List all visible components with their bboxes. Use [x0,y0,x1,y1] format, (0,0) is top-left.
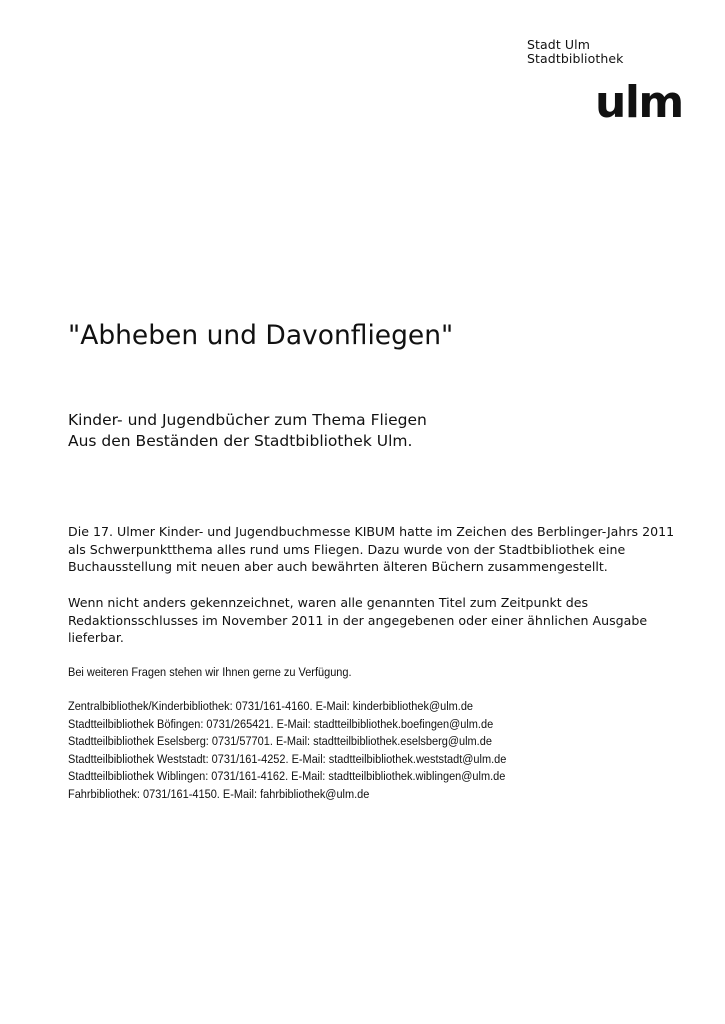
intro-line: als Schwerpunktthema alles rund ums Fliegen. Dazu wurde von der Stadtbibliothek eine [68,541,626,557]
logo-line-stadtbibliothek: Stadtbibliothek [527,51,624,66]
contact-line-weststadt: Stadtteilbibliothek Weststadt: 0731/161-4252. E-Mail: stadtteilbibliothek.weststadt@ulm.de [68,751,507,766]
intro-line: Buchausstellung mit neuen aber auch bewährten älteren Büchern zusammengestellt. [68,559,608,574]
contact-line-eselsberg: Stadtteilbibliothek Eselsberg: 0731/57701. E-Mail: stadtteilbibliothek.eselsberg@ulm.de [68,734,492,748]
intro-paragraph [68,523,674,576]
intro-line: Die 17. Ulmer Kinder- und Jugendbuchmesse KIBUM hatte im Zeichen des Berblinger-Jahrs 2011 [68,524,675,539]
contact-line-wiblingen: Stadtteilbibliothek Wiblingen: 0731/161-4162. E-Mail: stadtteilbibliothek.wiblingen@ulm.de [68,769,506,783]
contact-list [68,698,506,803]
page-title: "Abheben und Davonfliegen" [68,320,454,351]
note-line: Redaktionsschlusses im November 2011 in der angegebenen oder einer ähnlichen Ausgabe [68,612,648,628]
subtitle [68,410,427,452]
questions-text: Bei weiteren Fragen stehen wir Ihnen gerne zu Verfügung. [68,665,352,679]
contact-line-boefingen: Stadtteilbibliothek Böfingen: 0731/265421. E-Mail: stadtteilbibliothek.boefingen@ulm.de [68,716,494,731]
stadt-ulm-logo [527,37,697,128]
note-line: lieferbar. [68,630,124,645]
contact-line-fahrbibliothek: Fahrbibliothek: 0731/161-4150. E-Mail: fahrbibliothek@ulm.de [68,786,370,801]
availability-note [68,594,647,647]
subtitle-line: Kinder- und Jugendbücher zum Thema Fliegen [68,411,427,429]
note-line: Wenn nicht anders gekennzeichnet, waren alle genannten Titel zum Zeitpunkt des [68,595,589,610]
logo-line-stadt-ulm: Stadt Ulm [527,37,591,52]
subtitle-line: Aus den Beständen der Stadtbibliothek Ulm. [68,432,413,450]
logo-wordmark-ulm: ulm [595,77,683,128]
contact-line-zentralbibliothek: Zentralbibliothek/Kinderbibliothek: 0731/161-4160. E-Mail: kinderbibliothek@ulm.de [68,699,474,713]
